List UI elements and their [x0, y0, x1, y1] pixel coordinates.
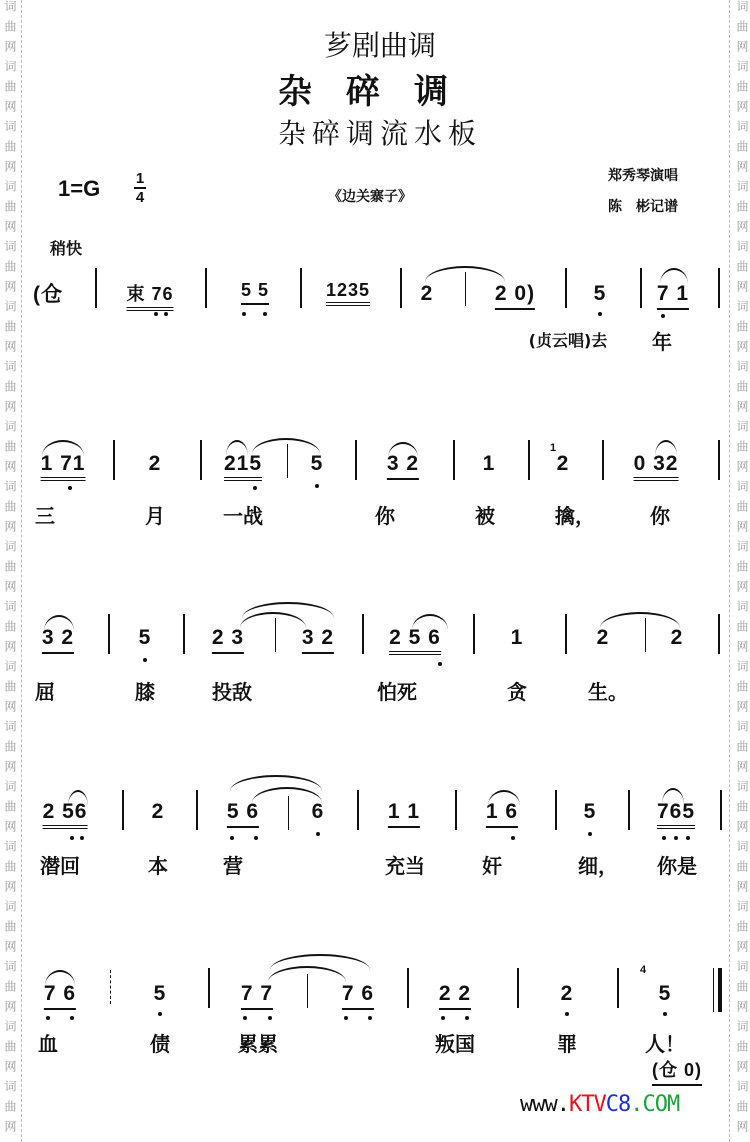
margin-line-left: [21, 0, 22, 1142]
note: 5: [310, 452, 324, 475]
lyric: 血: [38, 1032, 58, 1056]
side-watermark-text: 词曲网: [3, 60, 17, 120]
octave-dot: [68, 486, 72, 490]
grace-note: 4: [640, 964, 647, 976]
key-signature: 1=G: [58, 176, 101, 201]
barline: [300, 268, 302, 308]
barline: [357, 790, 359, 830]
barline: [628, 790, 630, 830]
barline: [555, 790, 557, 830]
side-watermark-text: 词曲网: [735, 840, 749, 900]
barline: [95, 268, 97, 308]
barline: [110, 970, 111, 1004]
side-watermark-text: 词曲网: [3, 0, 17, 60]
octave-dot: [70, 1016, 74, 1020]
note: 3 2: [387, 452, 419, 480]
octave-dot: [315, 484, 319, 488]
side-watermark-text: 词曲网: [735, 120, 749, 180]
note: 765: [657, 800, 695, 829]
side-watermark-text: 词曲网: [735, 540, 749, 600]
barline: [517, 968, 519, 1008]
note: 2: [596, 626, 610, 649]
note: 5: [583, 800, 597, 823]
barline: [200, 440, 202, 480]
note: 5: [138, 626, 152, 649]
side-watermark-text: 词曲网: [735, 300, 749, 360]
barline: [453, 440, 455, 480]
side-watermark-text: 词曲网: [735, 360, 749, 420]
note: 1: [510, 626, 524, 649]
octave-dot: [662, 836, 666, 840]
barline: [205, 268, 207, 308]
lyric: 三: [35, 504, 55, 528]
side-watermark-text: 词曲网: [735, 480, 749, 540]
barline: [640, 268, 642, 308]
note: 1 6: [486, 800, 518, 828]
transcriber-credit: 陈 彬记谱: [608, 199, 678, 215]
note: 2 0): [495, 282, 535, 310]
barline: [718, 614, 720, 654]
octave-dot: [242, 312, 246, 316]
note: 2: [151, 800, 165, 823]
octave-dot: [438, 662, 442, 666]
octave-dot: [254, 836, 258, 840]
octave-dot: [344, 1016, 348, 1020]
lyric: 细，: [578, 854, 618, 878]
barline: [602, 440, 604, 480]
time-signature: [134, 170, 146, 206]
note: 2: [148, 452, 162, 475]
note: 1 1: [388, 800, 420, 828]
lyric: 充当: [385, 854, 425, 878]
grace-note: 1: [550, 442, 557, 454]
note: 6: [311, 800, 325, 823]
note: 5 6: [227, 800, 259, 828]
watermark-brand-red: KTV: [568, 1092, 606, 1117]
octave-dot: [253, 486, 257, 490]
octave-dot: [230, 836, 234, 840]
note: 2: [556, 452, 570, 475]
octave-dot: [588, 832, 592, 836]
lyric: (贞云唱)去: [528, 331, 608, 350]
side-watermark-text: 词曲网: [735, 960, 749, 1020]
side-watermark-text: 词曲网: [3, 300, 17, 360]
lyric: 膝: [135, 680, 155, 704]
note: 5: [593, 282, 607, 305]
octave-dot: [164, 312, 168, 316]
slur: [600, 612, 680, 628]
note: 7 1: [657, 282, 689, 310]
slur: [425, 266, 505, 282]
barline: [108, 614, 110, 654]
site-watermark: [520, 1092, 679, 1117]
lyric: 一战: [223, 504, 263, 528]
octave-dot: [511, 836, 515, 840]
lyric: 叛国: [435, 1032, 475, 1056]
octave-dot: [80, 836, 84, 840]
note: 1: [482, 452, 496, 475]
note: 3 2: [302, 626, 334, 654]
side-watermark-text: 词曲网: [3, 240, 17, 300]
lyric: 债: [150, 1032, 170, 1056]
side-watermark-text: 词曲网: [3, 1080, 17, 1140]
octave-dot: [268, 1016, 272, 1020]
barline: [400, 268, 402, 308]
octave-dot: [663, 1012, 667, 1016]
barline: [528, 440, 530, 480]
lyric: 营: [223, 854, 243, 878]
barline: [565, 268, 567, 308]
song-subtitle: 杂碎调流水板: [277, 117, 483, 150]
side-watermark-text: 词曲网: [735, 1080, 749, 1140]
singer-credit: 郑秀琴演唱: [608, 168, 678, 184]
barline: [565, 614, 567, 654]
barline: [122, 790, 124, 830]
lyric: 投敌: [212, 680, 252, 704]
side-watermark-text: 词曲网: [735, 180, 749, 240]
note: 1 71: [41, 452, 86, 481]
octave-dot: [243, 1016, 247, 1020]
barline: [617, 968, 619, 1008]
side-watermark-right: [734, 0, 750, 1142]
lyric: 奸: [482, 854, 502, 878]
barline: [473, 614, 475, 654]
barline: [718, 268, 720, 308]
note: 束 76: [126, 280, 173, 311]
octave-dot: [441, 1016, 445, 1020]
octave-dot: [686, 836, 690, 840]
note: (仓: [33, 283, 63, 306]
side-watermark-text: 词曲网: [3, 960, 17, 1020]
octave-dot: [46, 1016, 50, 1020]
side-watermark-left: [2, 0, 18, 1142]
note: 2 5 6: [389, 626, 441, 655]
genre-title: 芗剧曲调: [323, 29, 437, 62]
side-watermark-text: 词曲网: [735, 60, 749, 120]
note: 2: [670, 626, 684, 649]
barline: [720, 790, 722, 830]
octave-dot: [158, 1012, 162, 1016]
side-watermark-text: 词曲网: [3, 780, 17, 840]
side-watermark-text: 词曲网: [3, 1020, 17, 1080]
octave-dot: [661, 314, 665, 318]
side-watermark-text: 词曲网: [735, 780, 749, 840]
note: 1235: [326, 280, 370, 306]
lyric: 你: [375, 504, 395, 528]
barline: [183, 614, 185, 654]
watermark-prefix: www.: [520, 1092, 569, 1117]
final-barline-thin: [713, 968, 714, 1012]
tempo-marking: 稍快: [50, 239, 83, 258]
side-watermark-text: 词曲网: [3, 420, 17, 480]
lyric: 本: [148, 854, 168, 878]
lyric: 潜回: [40, 854, 80, 878]
note: 2: [560, 982, 574, 1005]
side-watermark-text: 词曲网: [3, 660, 17, 720]
barline: [362, 614, 364, 654]
note: 7 6: [342, 982, 374, 1010]
octave-dot: [368, 1016, 372, 1020]
octave-dot: [70, 836, 74, 840]
side-watermark-text: 词曲网: [3, 600, 17, 660]
barline: [407, 968, 409, 1008]
note: 215: [224, 452, 262, 481]
lyric: 月: [145, 504, 165, 528]
side-watermark-text: 词曲网: [735, 420, 749, 480]
barline: [196, 790, 198, 830]
margin-line-right: [729, 0, 730, 1142]
barline: [113, 440, 115, 480]
side-watermark-text: 词曲网: [735, 1020, 749, 1080]
octave-dot: [465, 1016, 469, 1020]
note: 3 2: [42, 626, 74, 654]
source-opera: 《边关寨子》: [328, 189, 412, 205]
watermark-suffix: .COM: [630, 1092, 680, 1117]
note: 5: [153, 982, 167, 1005]
octave-dot: [565, 1012, 569, 1016]
note: 7 6: [44, 982, 76, 1010]
side-watermark-text: 词曲网: [3, 840, 17, 900]
note: 7 7: [241, 982, 273, 1010]
note: 5 5: [241, 280, 269, 305]
side-watermark-text: 词曲网: [3, 180, 17, 240]
lyric: 你: [650, 504, 670, 528]
time-numerator: 1: [135, 170, 145, 187]
side-watermark-text: 词曲网: [735, 720, 749, 780]
barline: [455, 790, 457, 830]
octave-dot: [143, 658, 147, 662]
side-watermark-text: 词曲网: [3, 720, 17, 780]
side-watermark-text: 词曲网: [3, 120, 17, 180]
octave-dot: [154, 312, 158, 316]
time-denominator: 4: [135, 189, 145, 206]
note: 2 3: [212, 626, 244, 654]
barline: [718, 440, 720, 480]
side-watermark-text: 词曲网: [735, 900, 749, 960]
final-barline-thick: [718, 968, 725, 1012]
lyric: 人！: [645, 1032, 685, 1056]
note: 2 56: [43, 800, 88, 829]
octave-dot: [263, 312, 267, 316]
lyric: 被: [475, 504, 495, 528]
side-watermark-text: 词曲网: [3, 480, 17, 540]
lyric: 擒，: [555, 504, 595, 528]
watermark-brand-blue: C8: [605, 1092, 631, 1117]
lyric: 年: [652, 330, 672, 354]
barline: [208, 968, 210, 1008]
side-watermark-text: 词曲网: [3, 540, 17, 600]
side-watermark-text: 词曲网: [735, 0, 749, 60]
octave-dot: [316, 832, 320, 836]
lyric: 怕死: [377, 680, 417, 704]
lyric: 累累: [238, 1032, 278, 1056]
lyric: 罪: [557, 1032, 577, 1056]
note: 2: [420, 282, 434, 305]
lyric: 屈: [35, 680, 55, 704]
note: 0 32: [634, 452, 679, 481]
side-watermark-text: 词曲网: [735, 600, 749, 660]
song-title: 杂碎调: [278, 72, 482, 112]
note: 2 2: [439, 982, 471, 1010]
octave-dot: [598, 312, 602, 316]
octave-dot: [674, 836, 678, 840]
side-watermark-text: 词曲网: [3, 360, 17, 420]
lyric: 生。: [588, 680, 628, 704]
side-watermark-text: 词曲网: [3, 900, 17, 960]
lyric: 你是: [657, 854, 697, 878]
barline: [355, 440, 357, 480]
ending-percussion: (仓 0): [652, 1056, 702, 1086]
note: 5: [658, 982, 672, 1005]
side-watermark-text: 词曲网: [735, 240, 749, 300]
side-watermark-text: 词曲网: [735, 660, 749, 720]
lyric: 贪: [507, 680, 527, 704]
